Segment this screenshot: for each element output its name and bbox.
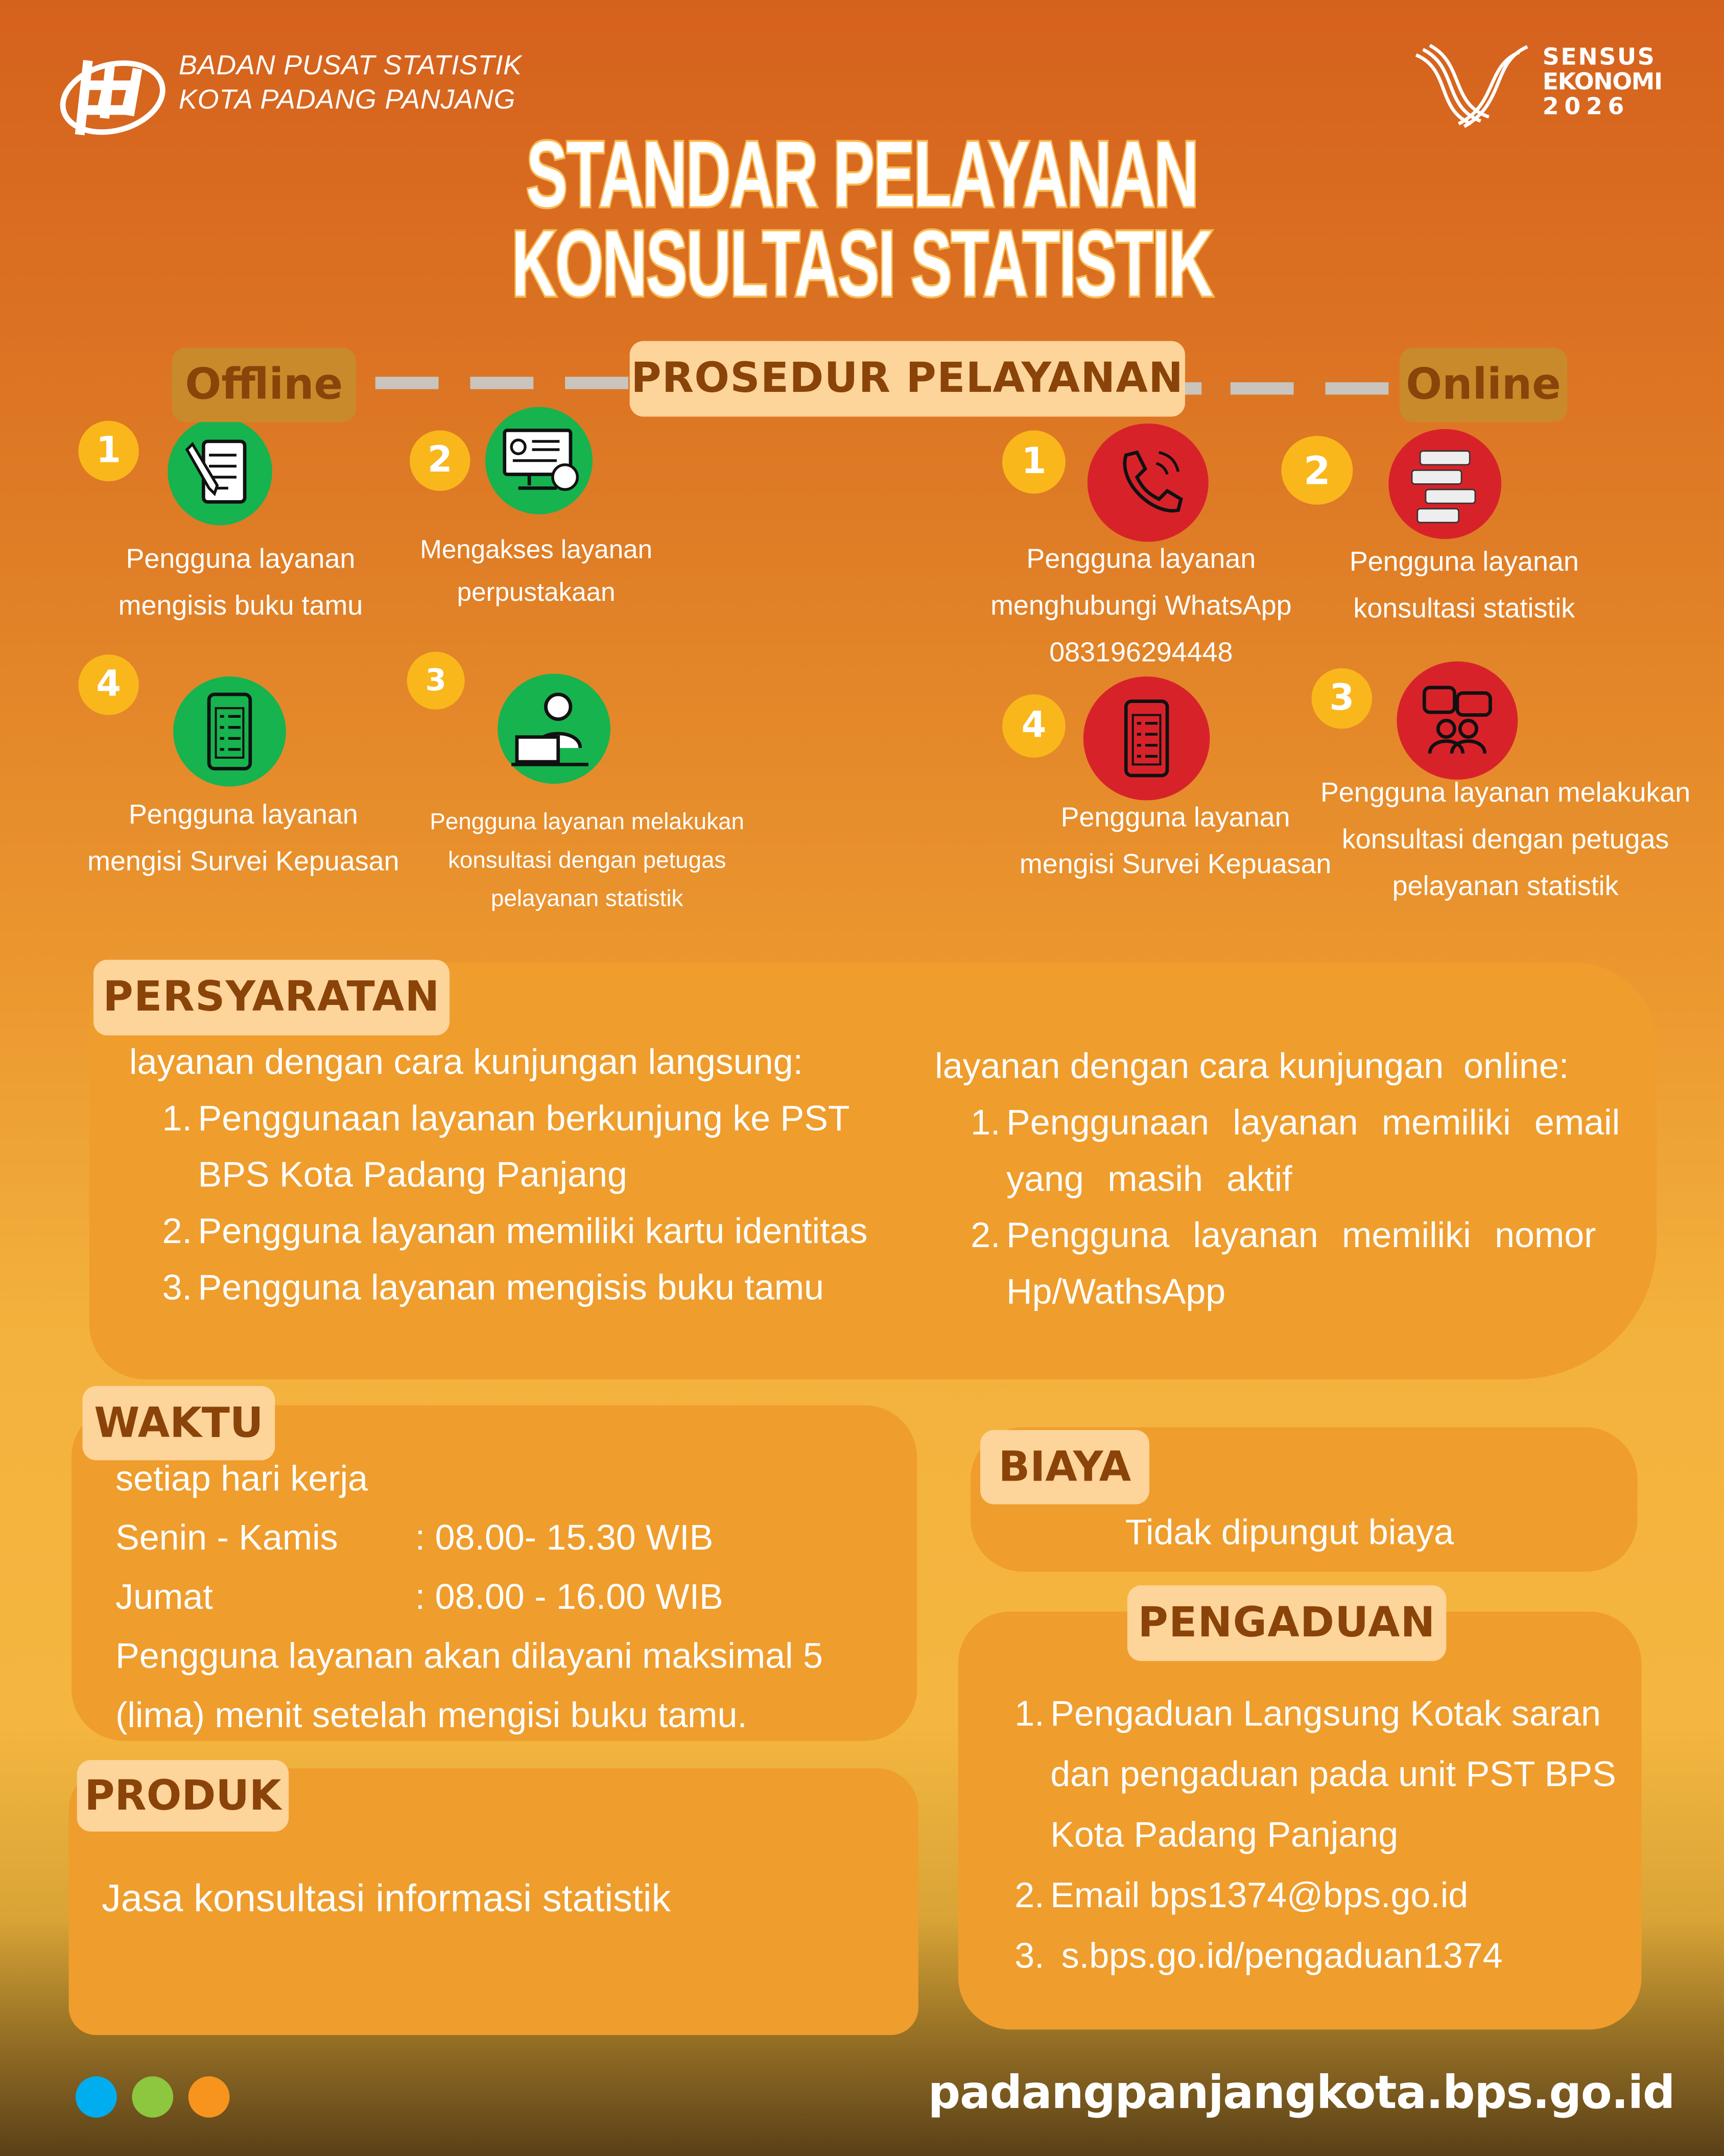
page-title-line-2: KONSULTASI STATISTIK bbox=[511, 212, 1213, 317]
persyaratan-label: PERSYARATAN bbox=[93, 960, 450, 1036]
phone-call-icon bbox=[1088, 424, 1209, 542]
list-item-text: Penggunaan layanan berkunjung ke PST BPS Kota Padang Panjang bbox=[198, 1097, 849, 1195]
waktu-line: setiap hari kerja bbox=[115, 1457, 368, 1499]
list-item-text: Penggunaan layanan memiliki email yang masih aktif bbox=[1006, 1101, 1620, 1199]
laptop-user-icon bbox=[498, 674, 610, 784]
step-number: 4 bbox=[78, 654, 138, 715]
persyaratan-offline bbox=[129, 1034, 899, 1316]
online-step-4-text: Pengguna layanan mengisi Survei Kepuasan bbox=[1019, 803, 1332, 880]
decorative-dot-green bbox=[132, 2076, 173, 2118]
monitor-icon bbox=[485, 407, 593, 514]
online-step-1-text: Pengguna layanan menghubungi WhatsApp 083196294448 bbox=[990, 544, 1292, 669]
phone-checklist-icon bbox=[1083, 676, 1210, 800]
persyaratan-online-heading: layanan dengan cara kunjungan online: bbox=[935, 1045, 1569, 1087]
prosedur-label: PROSEDUR PELAYANAN bbox=[630, 341, 1185, 416]
persyaratan-online bbox=[935, 1038, 1639, 1320]
decorative-dot-orange bbox=[188, 2076, 230, 2118]
sensus-text bbox=[1543, 45, 1662, 120]
list-item-text: Pengaduan Langsung Kotak saran dan pengaduan pada unit PST BPS Kota Padang Panjang bbox=[1050, 1693, 1616, 1855]
waktu-content bbox=[115, 1449, 899, 1745]
list-item-text: Pengguna layanan mengisis buku tamu bbox=[198, 1266, 824, 1308]
biaya-label: BIAYA bbox=[980, 1430, 1149, 1504]
sensus-line-3: 2026 bbox=[1542, 93, 1630, 121]
step-number: 4 bbox=[1002, 694, 1066, 758]
list-item: 3. Pengguna layanan mengisis buku tamu bbox=[162, 1259, 900, 1316]
list-item: 2. Pengguna layanan memiliki nomor Hp/WathsApp bbox=[971, 1207, 1639, 1320]
waktu-note: Pengguna layanan akan dilayani maksimal 5 (lima) menit setelah mengisi buku tamu. bbox=[115, 1635, 823, 1736]
step-number: 2 bbox=[1281, 436, 1353, 505]
list-item: 1. Penggunaan layanan berkunjung ke PST BPS Kota Padang Panjang bbox=[162, 1090, 900, 1203]
website-link[interactable]: padangpanjangkota.bps.go.id bbox=[928, 2065, 1675, 2119]
sensus-line-2: EKONOMI bbox=[1542, 68, 1662, 97]
step-number: 1 bbox=[1002, 430, 1066, 494]
list-item: 1. Pengaduan Langsung Kotak saran dan pengaduan pada unit PST BPS Kota Padang Panjang bbox=[1014, 1683, 1626, 1864]
list-item-text[interactable]: Email bps1374@bps.go.id bbox=[1050, 1874, 1469, 1916]
pengaduan-content bbox=[1014, 1683, 1626, 1985]
list-item: 1. Penggunaan layanan memiliki email yang masih aktif bbox=[971, 1094, 1639, 1207]
divider bbox=[1231, 382, 1294, 394]
discussion-icon bbox=[1397, 662, 1518, 780]
notebook-icon bbox=[168, 418, 272, 525]
page-title-line-1: STANDAR PELAYANAN bbox=[526, 122, 1198, 227]
biaya-text: Tidak dipungut biaya bbox=[1125, 1511, 1454, 1553]
divider bbox=[1185, 382, 1201, 394]
list-item-text: Pengguna layanan memiliki nomor Hp/WathsApp bbox=[1006, 1214, 1596, 1312]
divider bbox=[565, 377, 628, 389]
produk-text: Jasa konsultasi informasi statistik bbox=[102, 1877, 671, 1920]
online-step-3-text: Pengguna layanan melakukan konsultasi dengan petugas pelayanan statistik bbox=[1320, 778, 1691, 902]
org-name bbox=[179, 50, 522, 119]
offline-label: Offline bbox=[172, 348, 356, 422]
step-number: 3 bbox=[1312, 668, 1372, 729]
list-item: 2. Email bps1374@bps.go.id bbox=[1014, 1865, 1626, 1925]
persyaratan-offline-heading: layanan dengan cara kunjungan langsung: bbox=[129, 1041, 803, 1083]
decorative-dot-blue bbox=[76, 2076, 117, 2118]
waktu-time: : 08.00 - 16.00 WIB bbox=[415, 1576, 723, 1618]
org-line-1: BADAN PUSAT STATISTIK bbox=[178, 51, 522, 81]
pengaduan-label: PENGADUAN bbox=[1127, 1585, 1446, 1661]
offline-step-3-text: Pengguna layanan melakukan konsultasi dengan petugas pelayanan statistik bbox=[430, 808, 745, 912]
waktu-time: : 08.00- 15.30 WIB bbox=[415, 1516, 714, 1558]
list-item: 3. s.bps.go.id/pengaduan1374 bbox=[1014, 1925, 1626, 1985]
divider bbox=[375, 377, 439, 389]
step-number: 2 bbox=[410, 430, 470, 490]
list-item: 2. Pengguna layanan memiliki kartu identitas bbox=[162, 1203, 900, 1259]
divider bbox=[470, 377, 533, 389]
bps-logo bbox=[58, 55, 168, 140]
divider bbox=[1326, 382, 1389, 394]
offline-step-1-text: Pengguna layanan mengisis buku tamu bbox=[118, 544, 363, 622]
offline-step-4-text: Pengguna layanan mengisi Survei Kepuasan bbox=[87, 800, 399, 878]
sensus-ekonomi-logo bbox=[1409, 41, 1536, 132]
offline-step-2-text: Mengakses layanan perpustakaan bbox=[420, 536, 653, 608]
online-label: Online bbox=[1400, 348, 1567, 422]
waktu-day: Senin - Kamis bbox=[115, 1516, 338, 1558]
waktu-label: WAKTU bbox=[82, 1386, 275, 1460]
step-number: 1 bbox=[78, 421, 138, 481]
step-number: 3 bbox=[407, 652, 465, 710]
phone-checklist-icon bbox=[173, 676, 286, 786]
produk-label: PRODUK bbox=[77, 1760, 289, 1832]
list-item-text: Pengguna layanan memiliki kartu identitas bbox=[198, 1210, 868, 1252]
sensus-line-1: SENSUS bbox=[1542, 44, 1656, 72]
list-item-text[interactable]: s.bps.go.id/pengaduan1374 bbox=[1061, 1934, 1503, 1976]
waktu-day: Jumat bbox=[115, 1576, 213, 1618]
chat-icon bbox=[1388, 429, 1501, 539]
org-line-2: KOTA PADANG PANJANG bbox=[178, 85, 516, 116]
online-step-2-text: Pengguna layanan konsultasi statistik bbox=[1349, 547, 1579, 624]
